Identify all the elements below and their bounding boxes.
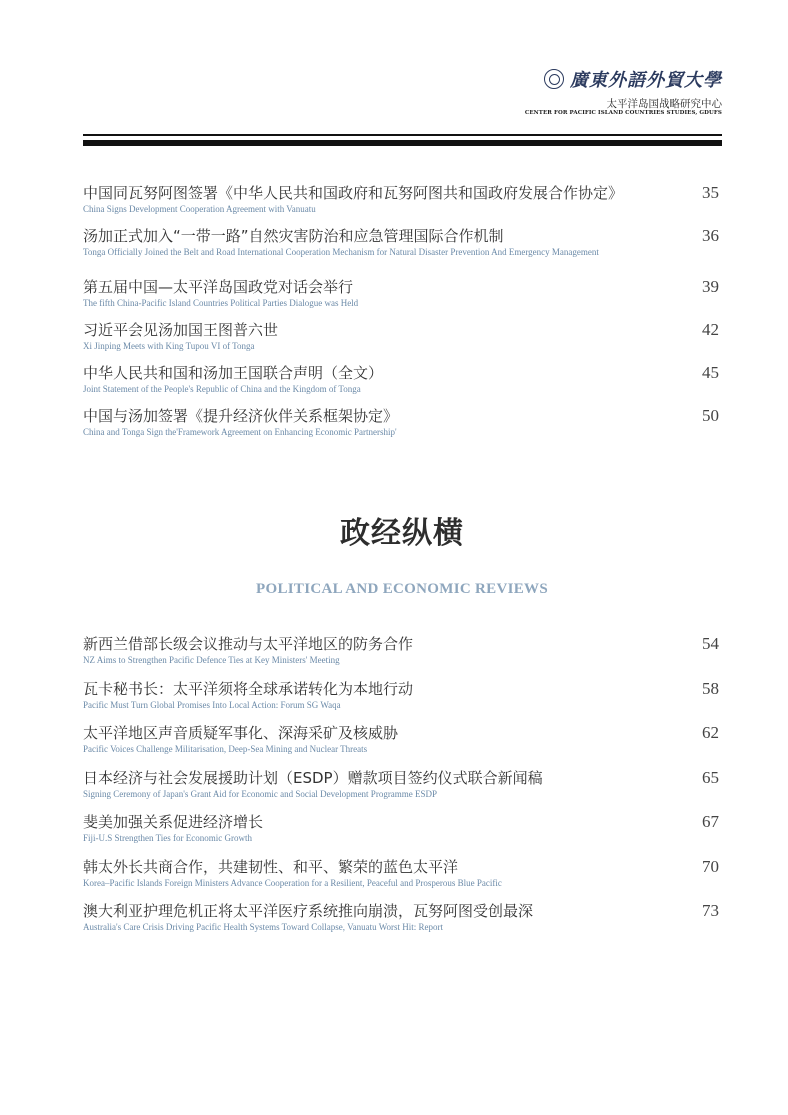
- header-rule-thin: [83, 134, 722, 136]
- center-name-cn: 太平洋岛国战略研究中心: [606, 98, 722, 110]
- toc-entry-title-cn: 新西兰借部长级会议推动与太平洋地区的防务合作: [83, 635, 414, 653]
- toc-entry-page: 50: [702, 406, 719, 425]
- toc-entry-page: 58: [702, 678, 719, 698]
- toc-entry-title-en: Xi Jinping Meets with King Tupou VI of Tonga: [83, 341, 255, 351]
- toc-entry-page: 67: [702, 812, 719, 831]
- toc-entry-page: 35: [702, 183, 719, 202]
- toc-entry[interactable]: [83, 277, 719, 320]
- toc-entry-page: 70: [702, 856, 719, 876]
- toc-entry-title-cn: 习近平会见汤加国王图普六世: [83, 321, 279, 339]
- toc-entry-title-cn: 日本经济与社会发展援助计划（ESDP）赠款项目签约仪式联合新闻稿: [83, 768, 543, 787]
- toc-entry-title-cn: 斐美加强关系促进经济增长: [83, 813, 264, 831]
- toc-entry-title-en: China and Tonga Sign the'Framework Agreement on Enhancing Economic Partnership': [83, 427, 397, 437]
- toc-entry[interactable]: [83, 679, 719, 724]
- header-rule-thick: [83, 140, 722, 146]
- toc-entry[interactable]: [83, 226, 719, 277]
- toc-entry-title-en: Signing Ceremony of Japan's Grant Aid for Economic and Social Development Programme ESDP: [83, 788, 438, 799]
- toc-entry-title-en: Joint Statement of the People's Republic of China and the Kingdom of Tonga: [83, 384, 361, 394]
- toc-entry[interactable]: [83, 320, 719, 363]
- toc-entry-title-cn: 中国同瓦努阿图签署《中华人民共和国政府和瓦努阿图共和国政府发展合作协定》: [83, 184, 624, 202]
- section-title-en: POLITICAL AND ECONOMIC REVIEWS: [256, 581, 548, 597]
- toc-entry-page: 36: [702, 226, 719, 245]
- toc-entry-page: 65: [702, 767, 719, 787]
- toc-entry-title-cn: 瓦卡秘书长：太平洋须将全球承诺转化为本地行动: [83, 679, 414, 698]
- section-title-cn: 政经纵横: [340, 516, 464, 551]
- toc-entry-title-cn: 第五届中国—太平洋岛国政党对话会举行: [83, 278, 354, 296]
- toc-entry[interactable]: [83, 901, 719, 946]
- toc-entry-title-en: Tonga Officially Joined the Belt and Road International Cooperation Mechanism for Natural Disaster Prevention And Emergency Management: [83, 247, 599, 257]
- toc-list-part1: [83, 183, 719, 449]
- toc-entry-title-cn: 中华人民共和国和汤加王国联合声明（全文）: [83, 364, 384, 382]
- toc-entry[interactable]: [83, 857, 719, 902]
- toc-entry-page: 39: [702, 277, 719, 296]
- toc-entry[interactable]: [83, 406, 719, 449]
- toc-entry-title-en: China Signs Development Cooperation Agreement with Vanuatu: [83, 204, 316, 214]
- toc-entry-title-en: Fiji-U.S Strengthen Ties for Economic Growth: [83, 833, 252, 843]
- toc-entry-title-cn: 中国与汤加签署《提升经济伙伴关系框架协定》: [83, 407, 399, 425]
- center-name-en: CENTER FOR PACIFIC ISLAND COUNTRIES STUDIES, GDUFS: [524, 110, 722, 116]
- toc-entry-title-en: Australia's Care Crisis Driving Pacific Health Systems Toward Collapse, Vanuatu Worst Hit: Report: [83, 922, 443, 932]
- university-seal-icon: [544, 69, 564, 89]
- toc-entry[interactable]: [83, 768, 719, 813]
- toc-entry-page: 45: [702, 363, 719, 382]
- toc-entry-title-en: Pacific Voices Challenge Militarisation, Deep-Sea Mining and Nuclear Threats: [83, 744, 368, 754]
- toc-list-part2: [83, 634, 719, 946]
- toc-entry[interactable]: [83, 723, 719, 768]
- toc-entry-title-cn: 太平洋地区声音质疑军事化、深海采矿及核威胁: [83, 724, 399, 742]
- toc-entry-page: 54: [702, 634, 719, 653]
- toc-entry-title-en: NZ Aims to Strengthen Pacific Defence Ties at Key Ministers' Meeting: [83, 655, 340, 665]
- toc-entry-title-cn: 汤加正式加入“一带一路”自然灾害防治和应急管理国际合作机制: [83, 227, 504, 245]
- toc-entry[interactable]: [83, 363, 719, 406]
- university-name: 廣東外語外貿大學: [570, 70, 722, 91]
- toc-entry-page: 42: [702, 320, 719, 339]
- page-header: [0, 0, 788, 150]
- toc-entry-page: 62: [702, 723, 719, 742]
- toc-entry-title-en: Pacific Must Turn Global Promises Into Local Action: Forum SG Waqa: [83, 699, 341, 710]
- toc-entry[interactable]: [83, 183, 719, 226]
- toc-entry-title-en: The fifth China-Pacific Island Countries Political Parties Dialogue was Held: [83, 298, 359, 308]
- toc-entry[interactable]: [83, 634, 719, 679]
- toc-entry-title-en: Korea–Pacific Islands Foreign Ministers Advance Cooperation for a Resilient, Peaceful and Prosperous Blue Pacific: [83, 877, 502, 888]
- university-logo: [544, 66, 722, 92]
- toc-entry-title-cn: 澳大利亚护理危机正将太平洋医疗系统推向崩溃，瓦努阿图受创最深: [83, 902, 534, 920]
- toc-entry-page: 73: [702, 901, 719, 920]
- toc-entry-title-cn: 韩太外长共商合作，共建韧性、和平、繁荣的蓝色太平洋: [83, 857, 459, 876]
- toc-entry[interactable]: [83, 812, 719, 857]
